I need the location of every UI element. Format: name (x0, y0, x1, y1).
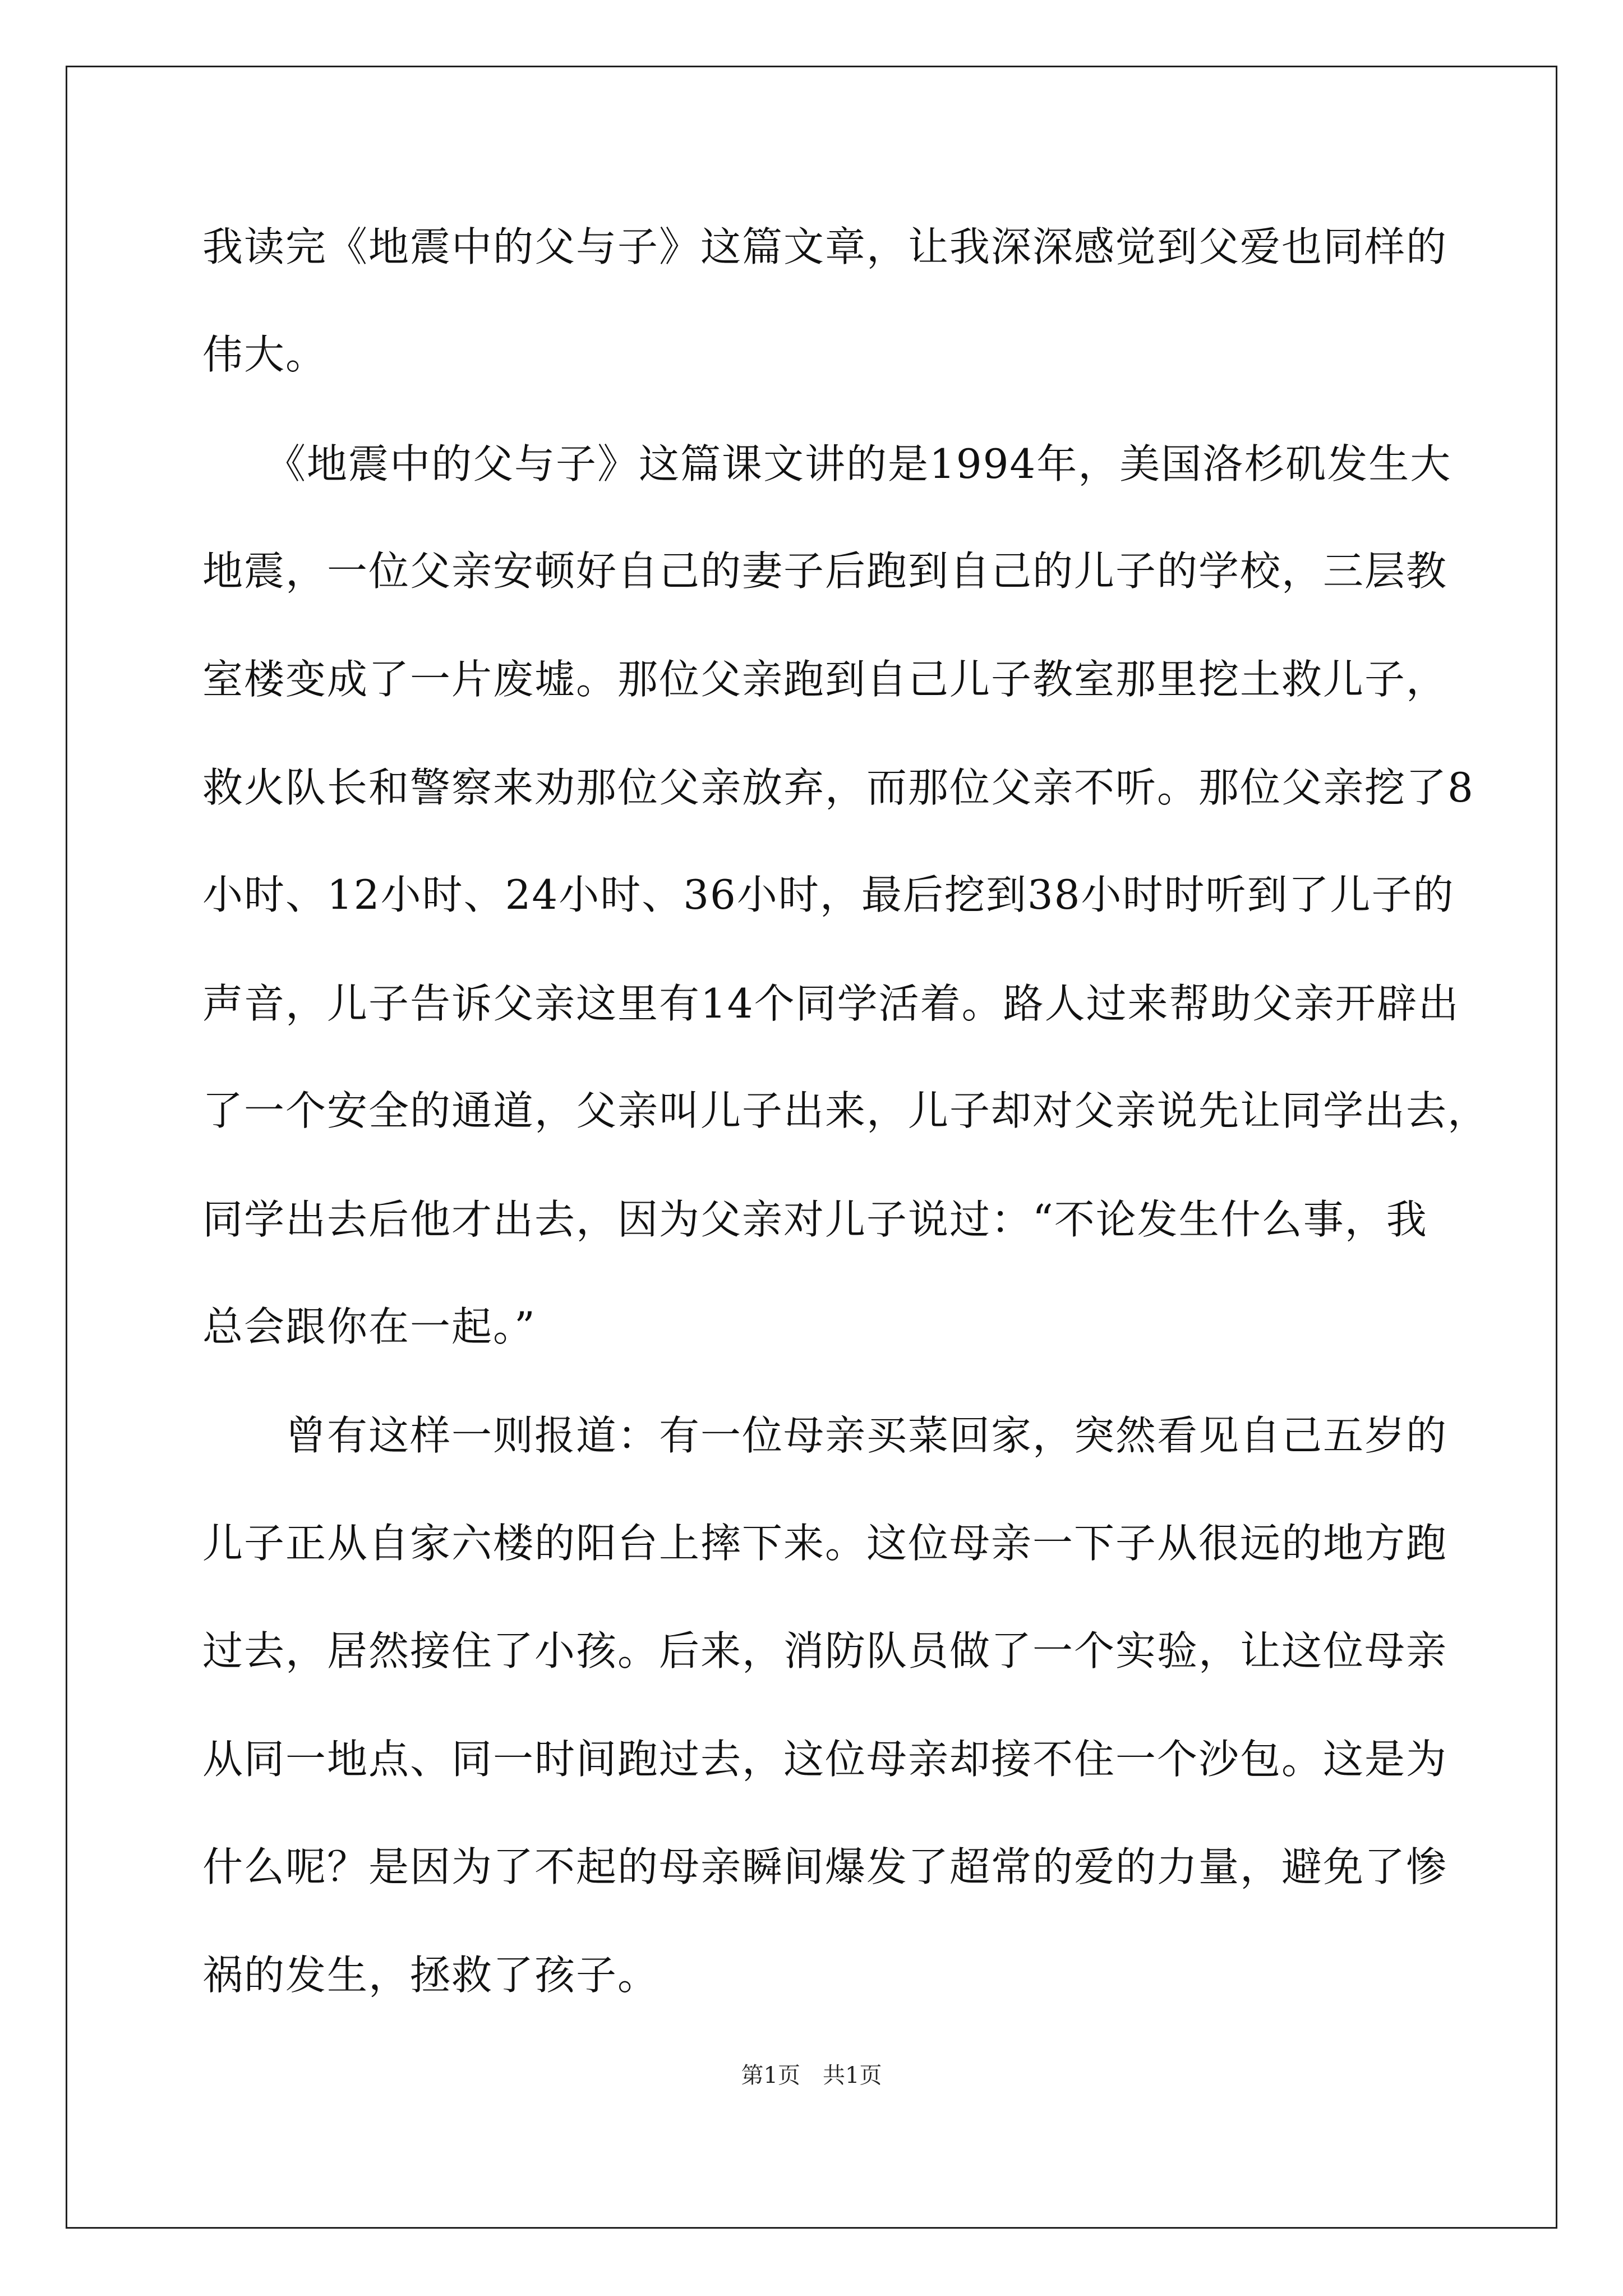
text-line-12: 曾有这样一则报道：有一位母亲买菜回家，突然看见自己五岁的 (202, 1412, 1448, 1459)
text-line-4: 地震，一位父亲安顿好自己的妻子后跑到自己的儿子的学校，三层教 (202, 547, 1448, 595)
text-line-17: 祸的发生，拯救了孩子。 (202, 1952, 660, 1999)
text-line-1: 我读完《地震中的父与子》这篇文章，让我深深感觉到父爱也同样的 (202, 223, 1448, 270)
text-line-5: 室楼变成了一片废墟。那位父亲跑到自己儿子教室那里挖土救儿子， (202, 656, 1448, 703)
text-line-11: 总会跟你在一起。” (202, 1303, 536, 1350)
text-line-14: 过去，居然接住了小孩。后来，消防队员做了一个实验，让这位母亲 (202, 1627, 1448, 1674)
text-line-9: 了一个安全的通道，父亲叫儿子出来，儿子却对父亲说先让同学出去， (202, 1087, 1490, 1134)
text-line-6: 救火队长和警察来劝那位父亲放弃，而那位父亲不听。那位父亲挖了8 (202, 764, 1474, 811)
text-line-15: 从同一地点、同一时间跑过去，这位母亲却接不住一个沙包。这是为 (202, 1736, 1448, 1783)
text-line-3: 《地震中的父与子》这篇课文讲的是1994年，美国洛杉矶发生大 (202, 440, 1452, 487)
text-line-10: 同学出去后他才出去，因为父亲对儿子说过：“不论发生什么事，我 (202, 1196, 1428, 1243)
text-line-8: 声音，儿子告诉父亲这里有14个同学活着。路人过来帮助父亲开辟出 (202, 980, 1460, 1027)
text-line-16: 什么呢？是因为了不起的母亲瞬间爆发了超常的爱的力量，避免了惨 (202, 1843, 1448, 1890)
page-border (66, 66, 1557, 2229)
text-line-13: 儿子正从自家六楼的阳台上摔下来。这位母亲一下子从很远的地方跑 (202, 1520, 1448, 1567)
page-number: 第1页 共1页 (741, 2063, 882, 2088)
text-line-7: 小时、12小时、24小时、36小时，最后挖到38小时时听到了儿子的 (202, 871, 1455, 918)
text-line-2: 伟大。 (202, 331, 328, 378)
